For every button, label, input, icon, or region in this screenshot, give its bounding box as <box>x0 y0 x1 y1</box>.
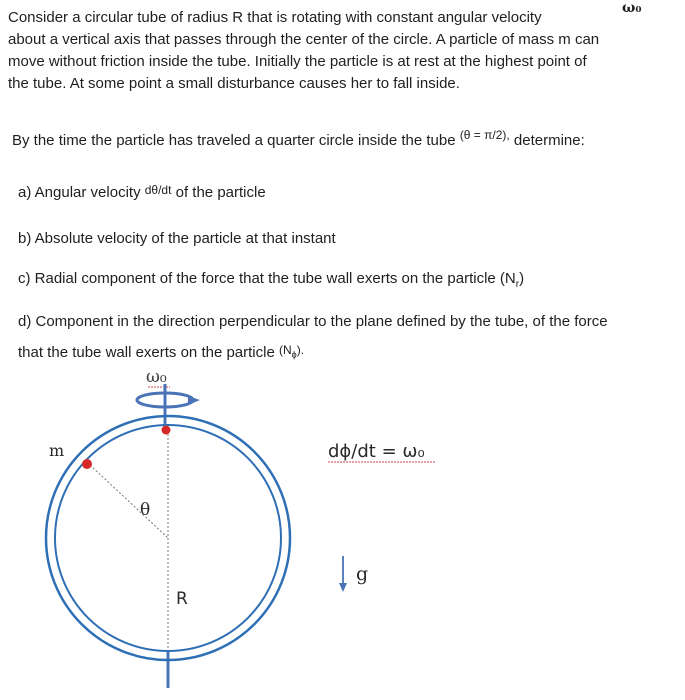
part-b: b) Absolute velocity of the particle at that instant <box>18 230 336 247</box>
diagram-omega-label: ω₀ <box>146 367 167 387</box>
part-a <box>18 182 266 204</box>
part-a-prefix: a) Angular velocity <box>18 184 141 201</box>
intro-line-3: move without friction inside the tube. Initially the particle is at rest at the highest point of <box>8 53 587 70</box>
omega-top-label: ω₀ <box>622 0 642 16</box>
radius-label: R <box>176 589 188 609</box>
particle-top <box>162 426 171 435</box>
intro-line-1: Consider a circular tube of radius R that is rotating with constant angular velocity <box>8 9 542 26</box>
particle-mass <box>82 459 92 469</box>
part-c-close: ) <box>519 270 525 287</box>
radius-to-particle <box>90 465 168 538</box>
part-d-line-1: d) Component in the direction perpendicular to the plane defined by the tube, of the force <box>18 313 608 330</box>
part-c-text: c) Radial component of the force that the tube wall exerts on the particle (N <box>18 270 516 287</box>
theta-label: θ <box>140 500 151 520</box>
intro-line-2: about a vertical axis that passes through the center of the circle. A particle of mass m can <box>8 31 600 48</box>
part-d-text: that the tube wall exerts on the particle <box>18 344 275 361</box>
gravity-arrow-icon <box>339 556 347 592</box>
rotation-arrow-icon <box>137 393 200 407</box>
part-a-suffix: of the particle <box>175 184 266 201</box>
question-condition: (θ = π/2), <box>459 128 510 142</box>
question-suffix: determine: <box>513 132 585 149</box>
part-c-sub: r <box>515 279 520 290</box>
part-d-math: (Nϕ). <box>279 343 305 360</box>
mass-label: m <box>49 441 65 460</box>
part-a-math: dθ/dt <box>144 183 172 197</box>
phi-rate-label: dϕ/dt = ω₀ <box>328 441 425 462</box>
rotating-tube-diagram <box>0 360 685 700</box>
question-prefix: By the time the particle has traveled a quarter circle inside the tube <box>12 132 456 149</box>
part-c <box>18 268 524 295</box>
gravity-label: g <box>356 563 369 585</box>
intro-line-4: the tube. At some point a small disturbance causes her to fall inside. <box>8 75 460 92</box>
question-line <box>12 130 585 152</box>
